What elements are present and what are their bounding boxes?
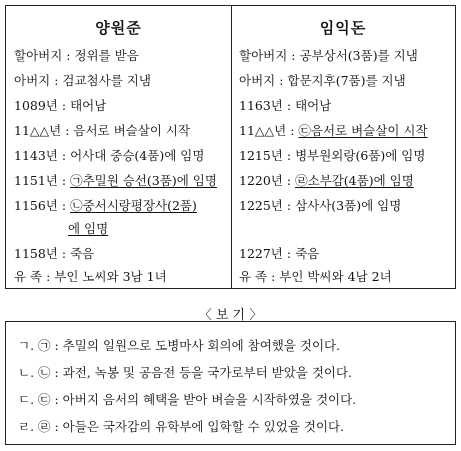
right-row-start: 11△△년 : ㉢음서로 벼슬살이 시작 xyxy=(239,123,428,138)
right-row-death: 1227년 : 죽음 xyxy=(239,246,320,261)
comparison-table xyxy=(5,5,456,289)
left-row-grandfather: 할아버지 : 정위를 받음 xyxy=(14,48,139,63)
left-row-1143: 1143년 : 어사대 중승(4품)에 임명 xyxy=(14,148,205,163)
bogi-item-1: ㄱ. ㉠ : 추밀의 일원으로 도병마사 회의에 참여했을 것이다. xyxy=(18,338,341,353)
right-row-grandfather: 할아버지 : 공부상서(3품)를 지냄 xyxy=(239,48,418,63)
bogi-item-4: ㄹ. ㉣ : 아들은 국자감의 유학부에 입학할 수 있었을 것이다. xyxy=(18,419,345,434)
right-row-1215: 1215년 : 병부원외랑(6품)에 임명 xyxy=(239,148,426,163)
left-row-1156-cont: 에 임명 xyxy=(68,221,109,236)
right-column xyxy=(231,6,455,288)
left-column xyxy=(6,6,232,288)
left-row-death: 1158년 : 죽음 xyxy=(14,246,95,261)
bogi-title: 〈 보 기 〉 xyxy=(198,308,263,323)
left-name: 양원준 xyxy=(95,19,142,37)
left-row-father: 아버지 : 검교첨사를 지냄 xyxy=(14,73,151,88)
right-row-father: 아버지 : 합문지후(7품)를 지냄 xyxy=(239,73,406,88)
right-row-1225: 1225년 : 삼사사(3품)에 임명 xyxy=(239,198,402,213)
bogi-item-2: ㄴ. ㉡ : 과전, 녹봉 및 공음전 등을 국가로부터 받았을 것이다. xyxy=(18,365,353,380)
left-row-start: 11△△년 : 음서로 벼슬살이 시작 xyxy=(14,123,191,138)
bogi-box xyxy=(5,321,456,445)
bogi-item-3: ㄷ. ㉢ : 아버지 음서의 혜택을 받아 벼슬을 시작하였을 것이다. xyxy=(18,392,357,407)
right-name: 임익돈 xyxy=(319,19,367,37)
right-row-family: 유 족 : 부인 박씨와 4남 2녀 xyxy=(239,269,392,284)
left-row-family: 유 족 : 부인 노씨와 3남 1녀 xyxy=(14,269,167,284)
left-row-1151: 1151년 : ㉠추밀원 승선(3품)에 임명 xyxy=(14,173,217,188)
right-row-1220: 1220년 : ㉣소부감(4품)에 임명 xyxy=(239,173,414,188)
left-row-1156: 1156년 : ㉡중서시랑평장사(2품) xyxy=(14,198,197,213)
left-row-birth: 1089년 : 태어남 xyxy=(14,98,107,113)
right-row-birth: 1163년 : 태어남 xyxy=(239,98,332,113)
